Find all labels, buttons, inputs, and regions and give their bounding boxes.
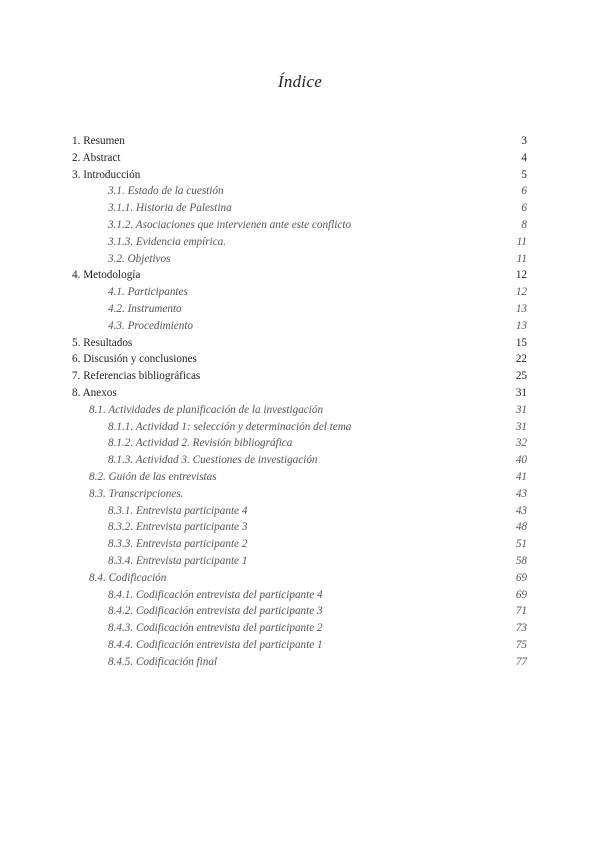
- toc-entry-page: 13: [515, 319, 527, 332]
- toc-entry[interactable]: [72, 587, 527, 604]
- toc-entry-page: 4: [521, 151, 527, 164]
- toc-entry-label: 6. Discusión y conclusiones: [72, 353, 197, 366]
- toc-entry-page: 41: [515, 470, 527, 483]
- toc-entry[interactable]: [72, 654, 527, 671]
- toc-entry[interactable]: [72, 217, 527, 234]
- toc-entry[interactable]: [72, 452, 527, 469]
- toc-entry[interactable]: [72, 284, 527, 301]
- toc-entry[interactable]: [72, 503, 527, 520]
- toc-entry[interactable]: [72, 385, 527, 402]
- toc-entry-label: 3.1.1. Historia de Palestina: [108, 202, 232, 215]
- toc-entry-label: 8.4.1. Codificación entrevista del participante 4: [108, 588, 323, 601]
- toc-entry[interactable]: [72, 536, 527, 553]
- toc-entry-page: 8: [521, 218, 527, 231]
- toc-entry-page: 58: [515, 554, 527, 567]
- toc-entry-label: 8.4.2. Codificación entrevista del participante 3: [108, 605, 323, 618]
- toc-entry-page: 75: [515, 638, 527, 651]
- toc-entry-label: 8.3.2. Entrevista participante 3: [108, 521, 248, 534]
- toc-entry-page: 25: [515, 370, 527, 383]
- toc-entry-label: 8.1. Actividades de planificación de la investigación: [89, 403, 324, 416]
- table-of-contents: [72, 133, 527, 671]
- toc-entry[interactable]: [72, 351, 527, 368]
- toc-entry-label: 2. Abstract: [72, 151, 121, 164]
- toc-entry-page: 69: [515, 588, 527, 601]
- toc-entry[interactable]: [72, 150, 527, 167]
- toc-entry[interactable]: [72, 553, 527, 570]
- page-title: Índice: [277, 72, 323, 91]
- toc-entry-label: 8. Anexos: [72, 386, 117, 399]
- toc-entry[interactable]: [72, 570, 527, 587]
- toc-entry-page: 43: [515, 487, 527, 500]
- toc-entry-page: 5: [521, 168, 527, 181]
- toc-entry-label: 8.1.2. Actividad 2. Revisión bibliográfica: [108, 437, 293, 450]
- toc-entry[interactable]: [72, 335, 527, 352]
- toc-entry-label: 5. Resultados: [72, 336, 133, 349]
- toc-entry-label: 8.1.3. Actividad 3. Cuestiones de investigación: [108, 454, 318, 467]
- toc-entry-page: 43: [515, 504, 527, 517]
- toc-entry-page: 11: [516, 235, 527, 248]
- toc-entry-page: 11: [516, 252, 527, 265]
- toc-entry-label: 4.1. Participantes: [108, 286, 188, 299]
- toc-entry-page: 22: [515, 353, 527, 366]
- toc-entry-label: 4.2. Instrumento: [108, 302, 182, 315]
- toc-entry-page: 12: [515, 269, 527, 282]
- toc-entry-label: 8.2. Guión de las entrevistas: [89, 470, 217, 483]
- toc-entry[interactable]: [72, 603, 527, 620]
- toc-entry-page: 12: [515, 286, 527, 299]
- toc-entry-label: 4. Metodología: [72, 269, 141, 282]
- toc-entry[interactable]: [72, 234, 527, 251]
- toc-entry-page: 31: [515, 420, 527, 433]
- toc-entry-page: 71: [515, 605, 527, 618]
- toc-entry-label: 8.3.3. Entrevista participante 2: [108, 538, 248, 551]
- toc-entry-page: 51: [515, 538, 527, 551]
- toc-entry[interactable]: [72, 200, 527, 217]
- toc-entry-label: 8.1.1. Actividad 1: selección y determinación del tema: [108, 420, 352, 433]
- toc-entry-label: 3.1. Estado de la cuestión: [108, 185, 224, 198]
- toc-entry-page: 48: [515, 521, 527, 534]
- toc-entry[interactable]: [72, 318, 527, 335]
- toc-entry-label: 8.3.1. Entrevista participante 4: [108, 504, 248, 517]
- toc-entry-page: 6: [521, 202, 527, 215]
- toc-entry[interactable]: [72, 267, 527, 284]
- toc-entry-page: 40: [515, 454, 527, 467]
- toc-entry[interactable]: [72, 301, 527, 318]
- toc-entry-label: 3.1.3. Evidencia empírica.: [108, 235, 227, 248]
- toc-entry-label: 8.3.4. Entrevista participante 1: [108, 554, 248, 567]
- toc-entry-label: 4.3. Procedimiento: [108, 319, 194, 332]
- toc-entry-label: 8.4.4. Codificación entrevista del participante 1: [108, 638, 323, 651]
- toc-entry-page: 6: [521, 185, 527, 198]
- toc-entry-label: 8.3. Transcripciones.: [89, 487, 184, 500]
- toc-entry[interactable]: [72, 419, 527, 436]
- toc-entry[interactable]: [72, 251, 527, 268]
- toc-entry[interactable]: [72, 519, 527, 536]
- toc-entry-page: 73: [515, 622, 527, 635]
- toc-entry-page: 31: [515, 386, 527, 399]
- toc-entry[interactable]: [72, 435, 527, 452]
- toc-entry-page: 32: [515, 437, 527, 450]
- toc-entry-label: 8.4.3. Codificación entrevista del participante 2: [108, 622, 323, 635]
- toc-entry[interactable]: [72, 469, 527, 486]
- toc-entry[interactable]: [72, 620, 527, 637]
- toc-entry[interactable]: [72, 368, 527, 385]
- toc-entry-label: 3.1.2. Asociaciones que intervienen ante este conflicto: [108, 218, 352, 231]
- toc-entry-page: 77: [515, 655, 527, 668]
- toc-entry-label: 1. Resumen: [72, 135, 125, 147]
- toc-entry-page: 69: [515, 571, 527, 584]
- toc-entry[interactable]: [72, 402, 527, 419]
- toc-entry-label: 7. Referencias bibliográficas: [72, 370, 201, 383]
- toc-entry-page: 15: [515, 336, 527, 349]
- toc-entry-label: 3. Introducción: [72, 168, 141, 181]
- toc-entry[interactable]: [72, 167, 527, 184]
- toc-entry[interactable]: [72, 183, 527, 200]
- toc-entry-page: 13: [515, 302, 527, 315]
- toc-entry-label: 3.2. Objetivos: [108, 252, 171, 265]
- toc-entry[interactable]: [72, 133, 527, 150]
- toc-entry-page: 3: [521, 135, 527, 147]
- toc-entry-label: 8.4. Codificación: [89, 571, 167, 584]
- toc-entry[interactable]: [72, 637, 527, 654]
- toc-entry[interactable]: [72, 486, 527, 503]
- toc-entry-page: 31: [515, 403, 527, 416]
- toc-entry-label: 8.4.5. Codificación final: [108, 655, 218, 668]
